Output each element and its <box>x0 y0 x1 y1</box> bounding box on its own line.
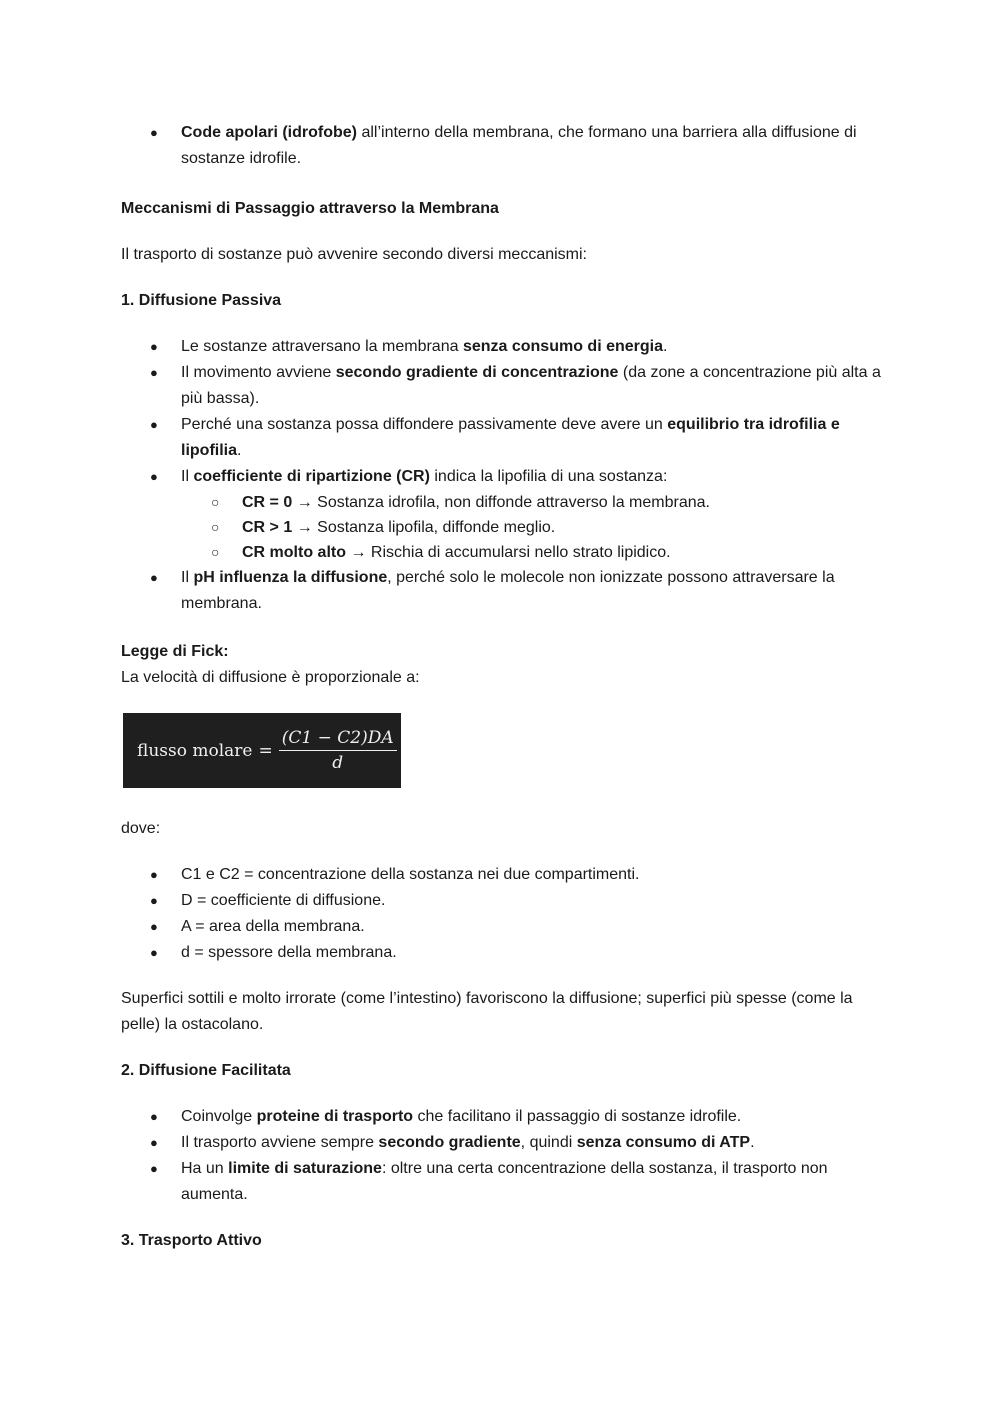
list-item: ● Il pH influenza la diffusione, perché solo le molecole non ionizzate possono attraversare la membrana. <box>121 565 881 617</box>
list-item: ● d = spessore della membrana. <box>121 940 881 966</box>
formula-denominator: d <box>332 753 344 773</box>
passive-title: 1. Diffusione Passiva <box>121 292 282 309</box>
sublist-item: ○ CR = 0 → Sostanza idrofila, non diffonde attraverso la membrana. <box>181 490 881 515</box>
list-item: ● Ha un limite di saturazione: oltre una certa concentrazione della sostanza, il trasporto non aumenta. <box>121 1156 881 1208</box>
section-intro: Il trasporto di sostanze può avvenire secondo diversi meccanismi: <box>121 246 587 263</box>
list-item: ● Il movimento avviene secondo gradiente di concentrazione (da zone a concentrazione più alta a più bassa). <box>121 360 881 412</box>
passive-list-block <box>121 334 881 617</box>
formula-numerator: (C1 − C2)DA <box>279 728 397 751</box>
formula-fraction <box>279 728 397 773</box>
fick-note: Superfici sottili e molto irrorate (come l’intestino) favoriscono la diffusione; superfici più spesse (come la pelle) la ostacolano. <box>121 990 853 1033</box>
list-item: ● D = coefficiente di diffusione. <box>121 888 881 914</box>
top-list <box>121 120 881 172</box>
formula-equals: = <box>258 740 273 761</box>
fick-formula-image <box>123 713 401 788</box>
top-list-block <box>121 120 881 172</box>
list-item: ● Il trasporto avviene sempre secondo gradiente, quindi senza consumo di ATP. <box>121 1130 881 1156</box>
list-item: ● A = area della membrana. <box>121 914 881 940</box>
list-item: ● Code apolari (idrofobe) all’interno della membrana, che formano una barriera alla diffusione di sostanze idrofile. <box>121 120 881 172</box>
formula-lhs: flusso molare <box>137 740 253 761</box>
sublist-item: ○ CR molto alto → Rischia di accumularsi nello strato lipidico. <box>181 540 881 565</box>
facilitated-list-block <box>121 1104 881 1208</box>
section-title: Meccanismi di Passaggio attraverso la Membrana <box>121 200 499 217</box>
fick-defs-list <box>121 862 881 966</box>
cr-sublist <box>181 490 881 565</box>
sublist-item: ○ CR > 1 → Sostanza lipofila, diffonde meglio. <box>181 515 881 540</box>
fick-intro: La velocità di diffusione è proporzionale a: <box>121 669 420 686</box>
list-item: ● C1 e C2 = concentrazione della sostanza nei due compartimenti. <box>121 862 881 888</box>
passive-list <box>121 334 881 617</box>
list-item: ● Coinvolge proteine di trasporto che facilitano il passaggio di sostanze idrofile. <box>121 1104 881 1130</box>
facilitated-title: 2. Diffusione Facilitata <box>121 1062 291 1079</box>
list-item: ● Le sostanze attraversano la membrana senza consumo di energia. <box>121 334 881 360</box>
active-title: 3. Trasporto Attivo <box>121 1232 262 1249</box>
fick-where: dove: <box>121 820 161 837</box>
facilitated-list <box>121 1104 881 1208</box>
fick-title: Legge di Fick: <box>121 643 229 660</box>
fick-defs-block <box>121 862 881 966</box>
list-item: ● Perché una sostanza possa diffondere passivamente deve avere un equilibrio tra idrofilia e lipofilia. <box>121 412 881 464</box>
list-item: ● Il coefficiente di ripartizione (CR) indica la lipofilia di una sostanza: ○ CR = 0 → Sostanza idrofila, non diffonde attraverso la membrana. ○ CR > 1 → Sostanza lipofila, diffonde meglio. ○ CR molto alto → Rischia di accumularsi nello strato lipidico. <box>121 464 881 565</box>
